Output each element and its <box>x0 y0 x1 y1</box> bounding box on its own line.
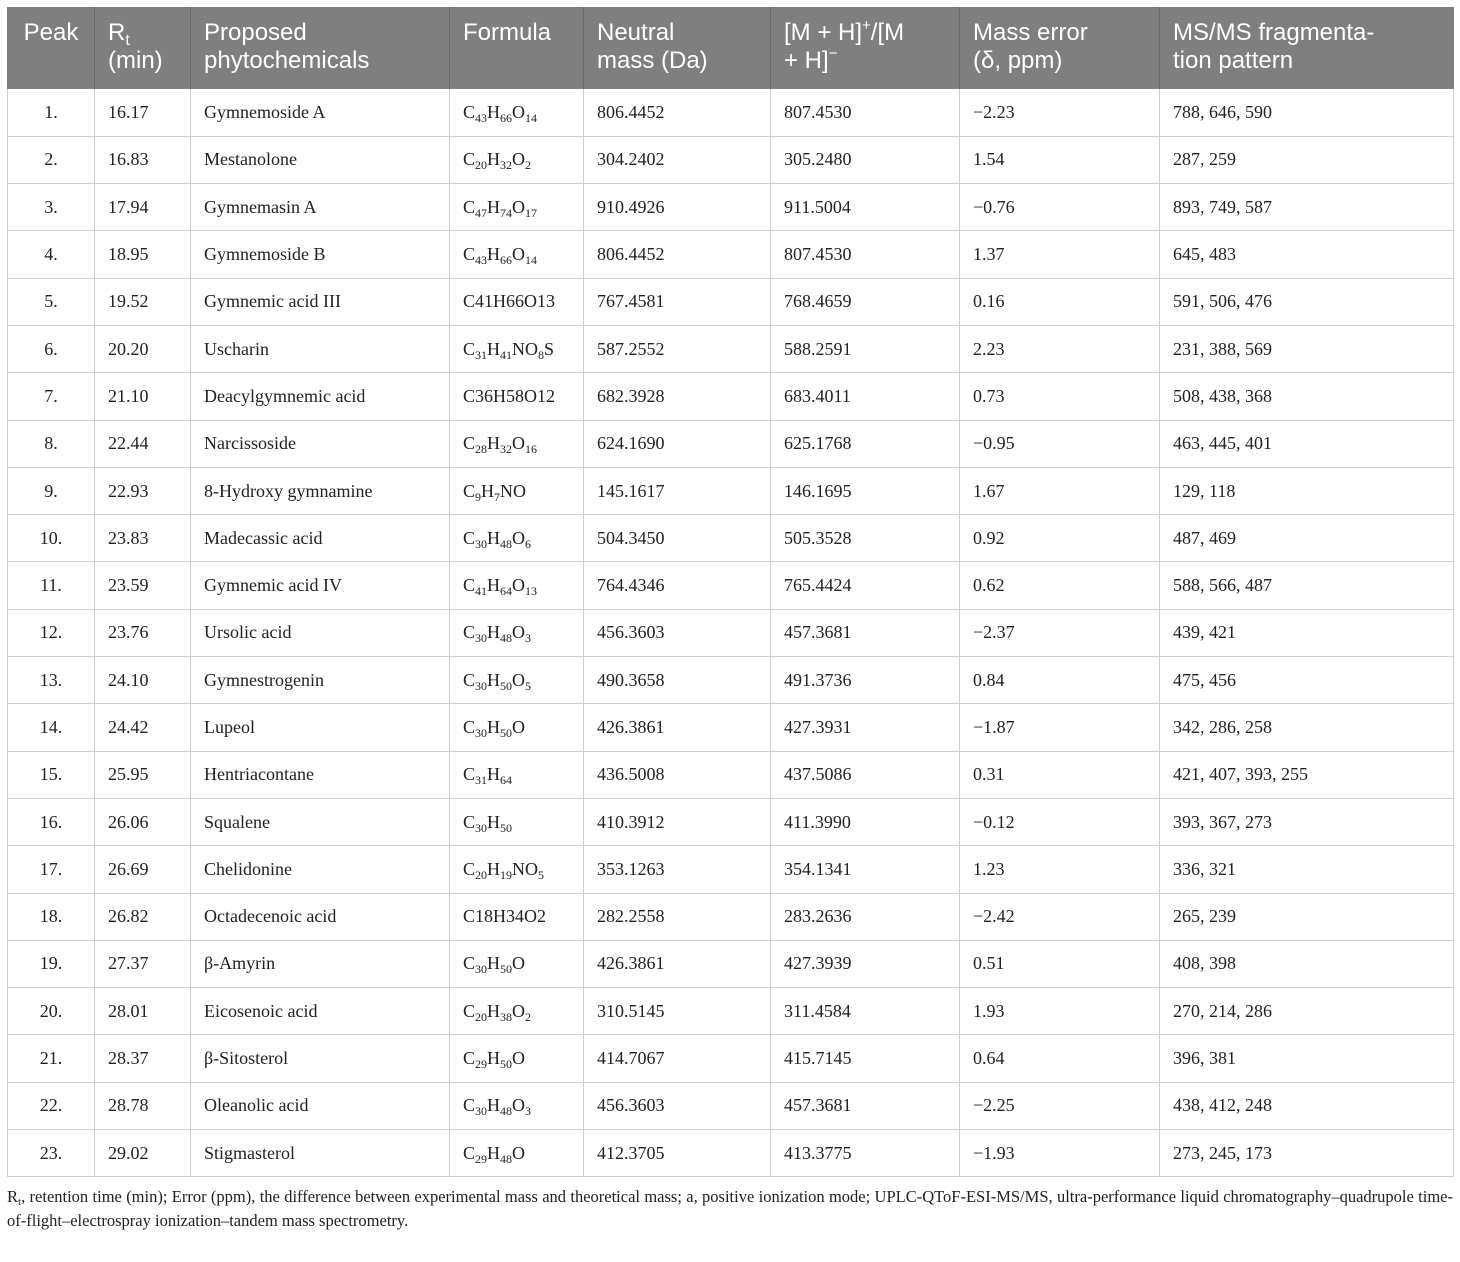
cell-peak: 22. <box>8 1082 95 1129</box>
cell-peak: 23. <box>8 1130 95 1177</box>
phytochemicals-table <box>7 7 1454 1177</box>
cell-neutral-mass: 282.2558 <box>584 893 771 940</box>
table-row <box>8 798 1454 845</box>
table-row <box>8 420 1454 467</box>
cell-compound: Hentriacontane <box>191 751 450 798</box>
table-row <box>8 89 1454 136</box>
cell-msms-pattern: 396, 381 <box>1160 1035 1454 1082</box>
cell-formula: $C_{30}H_{48}O_3$ <box>450 609 584 656</box>
cell-ion-mass: 683.4011 <box>771 373 960 420</box>
cell-retention-time: 27.37 <box>95 940 191 987</box>
cell-retention-time: 26.82 <box>95 893 191 940</box>
table-row <box>8 373 1454 420</box>
cell-msms-pattern: 393, 367, 273 <box>1160 798 1454 845</box>
cell-mass-error: −2.42 <box>960 893 1160 940</box>
cell-ion-mass: 457.3681 <box>771 609 960 656</box>
table-row <box>8 657 1454 704</box>
table-row <box>8 184 1454 231</box>
cell-peak: 21. <box>8 1035 95 1082</box>
cell-peak: 14. <box>8 704 95 751</box>
cell-compound: Madecassic acid <box>191 515 450 562</box>
cell-ion-mass: 311.4584 <box>771 988 960 1035</box>
cell-msms-pattern: 463, 445, 401 <box>1160 420 1454 467</box>
header-neutral-mass: Neutral mass (Da) <box>584 7 771 89</box>
cell-retention-time: 26.06 <box>95 798 191 845</box>
cell-retention-time: 22.93 <box>95 467 191 514</box>
cell-retention-time: 28.78 <box>95 1082 191 1129</box>
table-footnote: $R_t$, retention time (min); Error (ppm), the difference between experimental mass and theoretical mass; a, positive ionization mode; UPLC-QToF-ESI-MS/MS, ultra-performance liquid chromatography–quadrupole time-of-flight–electrospray ionization–tandem mass spectrometry. <box>7 1187 1453 1231</box>
cell-peak: 5. <box>8 278 95 325</box>
cell-compound: Gymnemic acid IV <box>191 562 450 609</box>
cell-formula: $C_{41}H_{64}O_{13}$ <box>450 562 584 609</box>
cell-ion-mass: 427.3939 <box>771 940 960 987</box>
cell-peak: 18. <box>8 893 95 940</box>
cell-msms-pattern: 588, 566, 487 <box>1160 562 1454 609</box>
cell-compound: Narcissoside <box>191 420 450 467</box>
cell-retention-time: 20.20 <box>95 325 191 372</box>
cell-ion-mass: 807.4530 <box>771 231 960 278</box>
cell-msms-pattern: 438, 412, 248 <box>1160 1082 1454 1129</box>
cell-neutral-mass: 304.2402 <box>584 136 771 183</box>
cell-compound: Oleanolic acid <box>191 1082 450 1129</box>
cell-compound: Gymnemoside B <box>191 231 450 278</box>
cell-neutral-mass: 764.4346 <box>584 562 771 609</box>
cell-retention-time: 24.10 <box>95 657 191 704</box>
cell-compound: 8-Hydroxy gymnamine <box>191 467 450 514</box>
cell-mass-error: 1.67 <box>960 467 1160 514</box>
cell-neutral-mass: 504.3450 <box>584 515 771 562</box>
cell-mass-error: 0.73 <box>960 373 1160 420</box>
cell-formula: $C_{43}H_{66}O_{14}$ <box>450 231 584 278</box>
cell-mass-error: −1.87 <box>960 704 1160 751</box>
cell-retention-time: 17.94 <box>95 184 191 231</box>
cell-peak: 11. <box>8 562 95 609</box>
cell-mass-error: 1.23 <box>960 846 1160 893</box>
cell-mass-error: 2.23 <box>960 325 1160 372</box>
cell-peak: 4. <box>8 231 95 278</box>
cell-mass-error: 0.62 <box>960 562 1160 609</box>
table-row <box>8 751 1454 798</box>
cell-neutral-mass: 145.1617 <box>584 467 771 514</box>
cell-formula: $C_{30}H_{48}O_3$ <box>450 1082 584 1129</box>
cell-compound: Eicosenoic acid <box>191 988 450 1035</box>
cell-ion-mass: 283.2636 <box>771 893 960 940</box>
cell-neutral-mass: 414.7067 <box>584 1035 771 1082</box>
cell-neutral-mass: 353.1263 <box>584 846 771 893</box>
table-container <box>7 7 1453 1233</box>
cell-peak: 1. <box>8 89 95 136</box>
cell-compound: Gymnestrogenin <box>191 657 450 704</box>
cell-ion-mass: 625.1768 <box>771 420 960 467</box>
cell-formula: $C_{30}H_{50}O$ <box>450 940 584 987</box>
table-row <box>8 325 1454 372</box>
cell-formula: $C_{43}H_{66}O_{14}$ <box>450 89 584 136</box>
cell-formula: $C_{31}H_{64}$ <box>450 751 584 798</box>
cell-compound: Lupeol <box>191 704 450 751</box>
cell-mass-error: −2.25 <box>960 1082 1160 1129</box>
cell-neutral-mass: 456.3603 <box>584 609 771 656</box>
cell-mass-error: −0.76 <box>960 184 1160 231</box>
cell-formula: $C_{20}H_{38}O_2$ <box>450 988 584 1035</box>
cell-compound: Chelidonine <box>191 846 450 893</box>
table-row <box>8 515 1454 562</box>
cell-compound: Squalene <box>191 798 450 845</box>
cell-neutral-mass: 806.4452 <box>584 231 771 278</box>
cell-compound: Ursolic acid <box>191 609 450 656</box>
cell-ion-mass: 588.2591 <box>771 325 960 372</box>
cell-msms-pattern: 287, 259 <box>1160 136 1454 183</box>
cell-peak: 3. <box>8 184 95 231</box>
cell-retention-time: 21.10 <box>95 373 191 420</box>
table-row <box>8 1082 1454 1129</box>
cell-neutral-mass: 910.4926 <box>584 184 771 231</box>
cell-msms-pattern: 265, 239 <box>1160 893 1454 940</box>
cell-ion-mass: 437.5086 <box>771 751 960 798</box>
cell-retention-time: 19.52 <box>95 278 191 325</box>
cell-retention-time: 26.69 <box>95 846 191 893</box>
cell-ion-mass: 415.7145 <box>771 1035 960 1082</box>
cell-ion-mass: 911.5004 <box>771 184 960 231</box>
table-row <box>8 704 1454 751</box>
cell-formula: $C_{28}H_{32}O_{16}$ <box>450 420 584 467</box>
cell-neutral-mass: 624.1690 <box>584 420 771 467</box>
cell-formula: C41H66O13 <box>450 278 584 325</box>
header-mass-error: Mass error (δ, ppm) <box>960 7 1160 89</box>
cell-mass-error: −0.95 <box>960 420 1160 467</box>
cell-retention-time: 18.95 <box>95 231 191 278</box>
cell-retention-time: 23.83 <box>95 515 191 562</box>
cell-mass-error: 0.51 <box>960 940 1160 987</box>
cell-mass-error: −2.37 <box>960 609 1160 656</box>
cell-peak: 13. <box>8 657 95 704</box>
cell-retention-time: 23.59 <box>95 562 191 609</box>
header-ion-mass: [M + H]+/[M + H]− <box>771 7 960 89</box>
table-row <box>8 893 1454 940</box>
cell-retention-time: 25.95 <box>95 751 191 798</box>
cell-retention-time: 29.02 <box>95 1130 191 1177</box>
cell-peak: 2. <box>8 136 95 183</box>
cell-formula: $C_{29}H_{48}O$ <box>450 1130 584 1177</box>
table-row <box>8 1035 1454 1082</box>
cell-peak: 15. <box>8 751 95 798</box>
cell-mass-error: 0.92 <box>960 515 1160 562</box>
cell-msms-pattern: 408, 398 <box>1160 940 1454 987</box>
cell-mass-error: 0.31 <box>960 751 1160 798</box>
cell-peak: 20. <box>8 988 95 1035</box>
table-row <box>8 1130 1454 1177</box>
table-row <box>8 940 1454 987</box>
table-row <box>8 278 1454 325</box>
cell-compound: β-Amyrin <box>191 940 450 987</box>
cell-neutral-mass: 412.3705 <box>584 1130 771 1177</box>
cell-msms-pattern: 129, 118 <box>1160 467 1454 514</box>
header-rt: $R_t$ (min) <box>95 7 191 89</box>
cell-peak: 7. <box>8 373 95 420</box>
cell-neutral-mass: 587.2552 <box>584 325 771 372</box>
cell-compound: β-Sitosterol <box>191 1035 450 1082</box>
cell-msms-pattern: 591, 506, 476 <box>1160 278 1454 325</box>
cell-retention-time: 28.37 <box>95 1035 191 1082</box>
cell-msms-pattern: 342, 286, 258 <box>1160 704 1454 751</box>
cell-ion-mass: 305.2480 <box>771 136 960 183</box>
cell-ion-mass: 146.1695 <box>771 467 960 514</box>
cell-formula: $C_{29}H_{50}O$ <box>450 1035 584 1082</box>
cell-mass-error: 0.84 <box>960 657 1160 704</box>
cell-neutral-mass: 767.4581 <box>584 278 771 325</box>
cell-msms-pattern: 231, 388, 569 <box>1160 325 1454 372</box>
cell-msms-pattern: 273, 245, 173 <box>1160 1130 1454 1177</box>
cell-neutral-mass: 490.3658 <box>584 657 771 704</box>
cell-formula: $C_{47}H_{74}O_{17}$ <box>450 184 584 231</box>
cell-ion-mass: 427.3931 <box>771 704 960 751</box>
cell-neutral-mass: 806.4452 <box>584 89 771 136</box>
cell-neutral-mass: 310.5145 <box>584 988 771 1035</box>
cell-peak: 17. <box>8 846 95 893</box>
cell-compound: Uscharin <box>191 325 450 372</box>
cell-neutral-mass: 426.3861 <box>584 940 771 987</box>
cell-mass-error: −1.93 <box>960 1130 1160 1177</box>
header-msms: MS/MS fragmenta- tion pattern <box>1160 7 1454 89</box>
cell-msms-pattern: 336, 321 <box>1160 846 1454 893</box>
cell-compound: Gymnemoside A <box>191 89 450 136</box>
table-row <box>8 136 1454 183</box>
cell-msms-pattern: 421, 407, 393, 255 <box>1160 751 1454 798</box>
cell-mass-error: 1.93 <box>960 988 1160 1035</box>
cell-neutral-mass: 456.3603 <box>584 1082 771 1129</box>
cell-formula: $C_{30}H_{50}O$ <box>450 704 584 751</box>
cell-compound: Octadecenoic acid <box>191 893 450 940</box>
cell-msms-pattern: 893, 749, 587 <box>1160 184 1454 231</box>
table-row <box>8 467 1454 514</box>
cell-mass-error: 0.64 <box>960 1035 1160 1082</box>
table-row <box>8 609 1454 656</box>
header-row <box>8 7 1454 89</box>
header-peak: Peak <box>8 7 95 89</box>
cell-mass-error: 1.54 <box>960 136 1160 183</box>
table-row <box>8 562 1454 609</box>
cell-peak: 8. <box>8 420 95 467</box>
cell-formula: $C_{30}H_{50}O_5$ <box>450 657 584 704</box>
cell-formula: $C_{20}H_{19}NO_5$ <box>450 846 584 893</box>
cell-neutral-mass: 436.5008 <box>584 751 771 798</box>
cell-msms-pattern: 475, 456 <box>1160 657 1454 704</box>
cell-mass-error: −2.23 <box>960 89 1160 136</box>
cell-ion-mass: 457.3681 <box>771 1082 960 1129</box>
cell-peak: 19. <box>8 940 95 987</box>
cell-neutral-mass: 682.3928 <box>584 373 771 420</box>
cell-compound: Gymnemic acid III <box>191 278 450 325</box>
cell-formula: $C_{31}H_{41}NO_8S$ <box>450 325 584 372</box>
cell-msms-pattern: 270, 214, 286 <box>1160 988 1454 1035</box>
cell-ion-mass: 354.1341 <box>771 846 960 893</box>
cell-ion-mass: 413.3775 <box>771 1130 960 1177</box>
cell-retention-time: 28.01 <box>95 988 191 1035</box>
cell-formula: C18H34O2 <box>450 893 584 940</box>
cell-peak: 16. <box>8 798 95 845</box>
cell-mass-error: 0.16 <box>960 278 1160 325</box>
cell-ion-mass: 807.4530 <box>771 89 960 136</box>
cell-peak: 12. <box>8 609 95 656</box>
cell-msms-pattern: 487, 469 <box>1160 515 1454 562</box>
cell-compound: Stigmasterol <box>191 1130 450 1177</box>
cell-ion-mass: 768.4659 <box>771 278 960 325</box>
cell-formula: $C_{30}H_{50}$ <box>450 798 584 845</box>
cell-msms-pattern: 439, 421 <box>1160 609 1454 656</box>
cell-ion-mass: 411.3990 <box>771 798 960 845</box>
cell-peak: 9. <box>8 467 95 514</box>
table-row <box>8 988 1454 1035</box>
cell-ion-mass: 505.3528 <box>771 515 960 562</box>
cell-retention-time: 22.44 <box>95 420 191 467</box>
header-compound: Proposed phytochemicals <box>191 7 450 89</box>
cell-formula: C36H58O12 <box>450 373 584 420</box>
table-row <box>8 846 1454 893</box>
cell-mass-error: 1.37 <box>960 231 1160 278</box>
cell-retention-time: 16.17 <box>95 89 191 136</box>
cell-formula: $C_9H_7NO$ <box>450 467 584 514</box>
cell-retention-time: 23.76 <box>95 609 191 656</box>
table-row <box>8 231 1454 278</box>
cell-neutral-mass: 426.3861 <box>584 704 771 751</box>
cell-retention-time: 24.42 <box>95 704 191 751</box>
cell-formula: $C_{20}H_{32}O_2$ <box>450 136 584 183</box>
cell-formula: $C_{30}H_{48}O_6$ <box>450 515 584 562</box>
table-body <box>8 89 1454 1177</box>
cell-ion-mass: 491.3736 <box>771 657 960 704</box>
cell-msms-pattern: 645, 483 <box>1160 231 1454 278</box>
cell-compound: Deacylgymnemic acid <box>191 373 450 420</box>
cell-peak: 6. <box>8 325 95 372</box>
cell-msms-pattern: 508, 438, 368 <box>1160 373 1454 420</box>
cell-retention-time: 16.83 <box>95 136 191 183</box>
cell-peak: 10. <box>8 515 95 562</box>
cell-ion-mass: 765.4424 <box>771 562 960 609</box>
cell-neutral-mass: 410.3912 <box>584 798 771 845</box>
cell-mass-error: −0.12 <box>960 798 1160 845</box>
header-formula: Formula <box>450 7 584 89</box>
cell-compound: Gymnemasin A <box>191 184 450 231</box>
cell-compound: Mestanolone <box>191 136 450 183</box>
cell-msms-pattern: 788, 646, 590 <box>1160 89 1454 136</box>
